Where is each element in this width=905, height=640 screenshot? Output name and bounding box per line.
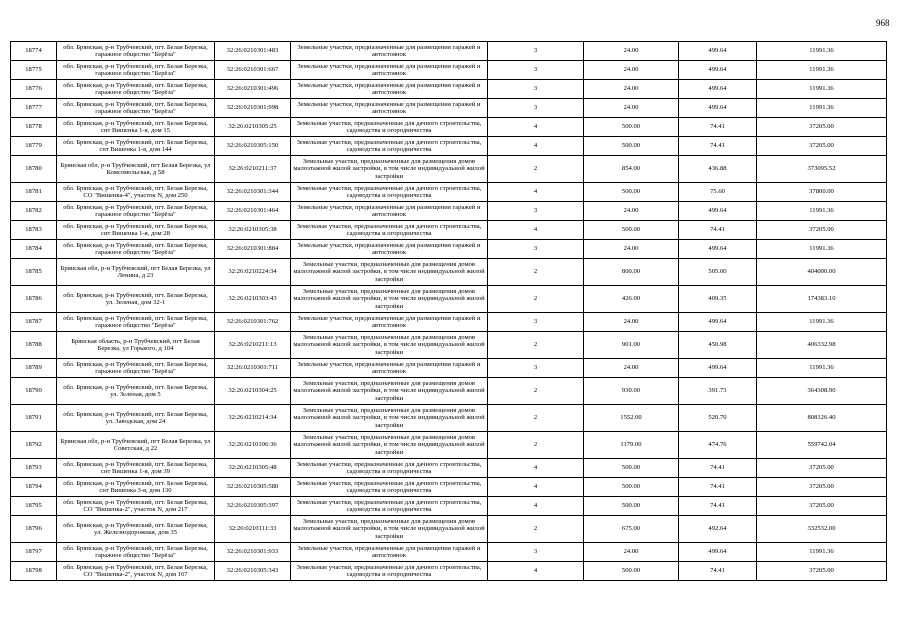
- cell-cadastral-number: 32:26:0210305:150: [215, 137, 291, 156]
- cell-cadastral-number: 32:26:0210301:884: [215, 240, 291, 259]
- cell-row-number: 18787: [11, 313, 57, 332]
- cell-specific-value: 391.73: [679, 378, 757, 405]
- cell-row-number: 18793: [11, 459, 57, 478]
- cell-cadastral-value: 373095.52: [757, 156, 887, 183]
- cell-address: Брянская обл, р-н Трубчевский, пгт Белая Березка, ул Советская, д 22: [57, 432, 215, 459]
- cell-cadastral-value: 37205.00: [757, 137, 887, 156]
- cell-address: Брянская обл, р-н Трубчевский, пгт Белая Березка, ул Комсомольская, д 58: [57, 156, 215, 183]
- cell-use-group: 2: [488, 286, 584, 313]
- cell-use-group: 3: [488, 42, 584, 61]
- cell-use-group: 2: [488, 405, 584, 432]
- cell-cadastral-value: 808126.40: [757, 405, 887, 432]
- cell-row-number: 18792: [11, 432, 57, 459]
- cell-cadastral-number: 32:26:0210305:38: [215, 221, 291, 240]
- cell-area: 500.00: [584, 478, 679, 497]
- table-row: [11, 42, 887, 61]
- cell-specific-value: 520.70: [679, 405, 757, 432]
- cell-cadastral-value: 11991.36: [757, 240, 887, 259]
- cell-use-group: 4: [488, 497, 584, 516]
- cell-address: обл. Брянская, р-н Трубчевский, пгт. Белая Березка, гаражное общество "Берёза": [57, 543, 215, 562]
- table-row: [11, 332, 887, 359]
- cell-specific-value: 499.64: [679, 61, 757, 80]
- cell-land-use: Земельные участки, предназначенные для размещения гаражей и автостоянок: [291, 61, 488, 80]
- cell-address: обл. Брянская, р-н Трубчевский, пгт. Белая Березка, снт Вишенка 1-я, дом 39: [57, 459, 215, 478]
- cell-cadastral-value: 11991.36: [757, 313, 887, 332]
- cell-use-group: 4: [488, 478, 584, 497]
- cell-area: 930.00: [584, 378, 679, 405]
- table-row: [11, 61, 887, 80]
- cell-specific-value: 74.41: [679, 459, 757, 478]
- cell-use-group: 4: [488, 183, 584, 202]
- table-row: [11, 543, 887, 562]
- cell-cadastral-number: 32:26:0210301:667: [215, 61, 291, 80]
- cell-cadastral-value: 174383.10: [757, 286, 887, 313]
- cell-land-use: Земельные участки, предназначенные для дачного строительства, садоводства и огородничества: [291, 478, 488, 497]
- cell-cadastral-number: 32:26:0210301:711: [215, 359, 291, 378]
- table-row: [11, 137, 887, 156]
- table-row: [11, 378, 887, 405]
- cell-cadastral-number: 32:26:0210301:496: [215, 80, 291, 99]
- cell-use-group: 3: [488, 240, 584, 259]
- table-row: [11, 497, 887, 516]
- cell-area: 500.00: [584, 562, 679, 581]
- cell-cadastral-value: 37800.00: [757, 183, 887, 202]
- cell-row-number: 18781: [11, 183, 57, 202]
- cell-cadastral-number: 32:26:0210305:48: [215, 459, 291, 478]
- page-number: 968: [876, 18, 890, 28]
- cell-specific-value: 74.41: [679, 221, 757, 240]
- cell-land-use: Земельные участки, предназначенные для размещения домов малоэтажной жилой застройки, в том числе индивидуальной жилой застройки: [291, 332, 488, 359]
- cell-address: обл. Брянская, р-н Трубчевский, пгт. Белая Березка, гаражное общество "Берёза": [57, 61, 215, 80]
- cell-cadastral-number: 32:26:0210305:25: [215, 118, 291, 137]
- table-row: [11, 432, 887, 459]
- cell-specific-value: 499.64: [679, 543, 757, 562]
- cell-area: 500.00: [584, 137, 679, 156]
- cell-land-use: Земельные участки, предназначенные для размещения домов малоэтажной жилой застройки, в том числе индивидуальной жилой застройки: [291, 259, 488, 286]
- cell-specific-value: 499.64: [679, 99, 757, 118]
- cell-specific-value: 474.76: [679, 432, 757, 459]
- cell-land-use: Земельные участки, предназначенные для размещения гаражей и автостоянок: [291, 359, 488, 378]
- cell-area: 500.00: [584, 183, 679, 202]
- table-row: [11, 156, 887, 183]
- cell-address: Брянская обл, р-н Трубчевский, пгт Белая Березка, ул Ленина, д 23: [57, 259, 215, 286]
- cell-land-use: Земельные участки, предназначенные для дачного строительства, садоводства и огородничества: [291, 459, 488, 478]
- cell-land-use: Земельные участки, предназначенные для размещения гаражей и автостоянок: [291, 42, 488, 61]
- cell-area: 24.00: [584, 313, 679, 332]
- cell-use-group: 2: [488, 156, 584, 183]
- cell-specific-value: 499.64: [679, 359, 757, 378]
- cell-address: обл. Брянская, р-н Трубчевский, пгт. Белая Березка, гаражное общество "Берёза": [57, 202, 215, 221]
- cell-cadastral-number: 32:26:0210301:464: [215, 202, 291, 221]
- cell-cadastral-number: 32:26:0210305:580: [215, 478, 291, 497]
- cell-land-use: Земельные участки, предназначенные для размещения гаражей и автостоянок: [291, 313, 488, 332]
- table-row: [11, 405, 887, 432]
- cell-cadastral-value: 11991.36: [757, 99, 887, 118]
- cell-land-use: Земельные участки, предназначенные для размещения домов малоэтажной жилой застройки, в том числе индивидуальной жилой застройки: [291, 432, 488, 459]
- cell-area: 854.00: [584, 156, 679, 183]
- cell-use-group: 4: [488, 459, 584, 478]
- cell-address: обл. Брянская, р-н Трубчевский, пгт. Белая Березка, ул. Железнодорожная, дом 35: [57, 516, 215, 543]
- cell-cadastral-number: 32:26:0210305:397: [215, 497, 291, 516]
- cell-use-group: 3: [488, 359, 584, 378]
- table-row: [11, 118, 887, 137]
- cell-cadastral-number: 32:26:0210301:762: [215, 313, 291, 332]
- cell-land-use: Земельные участки, предназначенные для размещения гаражей и автостоянок: [291, 240, 488, 259]
- cell-specific-value: 505.00: [679, 259, 757, 286]
- cell-cadastral-number: 32:26:0210305:343: [215, 562, 291, 581]
- cell-use-group: 2: [488, 332, 584, 359]
- cell-cadastral-number: 32:26:0210301:933: [215, 543, 291, 562]
- cell-land-use: Земельные участки, предназначенные для размещения гаражей и автостоянок: [291, 543, 488, 562]
- cell-row-number: 18795: [11, 497, 57, 516]
- cell-cadastral-value: 37205.00: [757, 221, 887, 240]
- cell-cadastral-value: 11991.36: [757, 202, 887, 221]
- cell-address: обл. Брянская, р-н Трубчевский, пгт. Белая Березка, гаражное общество "Берёза": [57, 99, 215, 118]
- cell-address: обл. Брянская, р-н Трубчевский, пгт. Белая Березка, снт Вишенка 3-я, дом 130: [57, 478, 215, 497]
- cell-area: 500.00: [584, 118, 679, 137]
- cell-land-use: Земельные участки, предназначенные для дачного строительства, садоводства и огородничества: [291, 183, 488, 202]
- cell-area: 500.00: [584, 459, 679, 478]
- cell-cadastral-number: 32:26:0210211:37: [215, 156, 291, 183]
- cell-use-group: 2: [488, 259, 584, 286]
- cell-area: 24.00: [584, 240, 679, 259]
- cell-cadastral-value: 406332.98: [757, 332, 887, 359]
- cell-specific-value: 499.64: [679, 240, 757, 259]
- cell-row-number: 18798: [11, 562, 57, 581]
- cell-cadastral-number: 32:26:0210304:25: [215, 378, 291, 405]
- cell-row-number: 18790: [11, 378, 57, 405]
- cell-land-use: Земельные участки, предназначенные для дачного строительства, садоводства и огородничества: [291, 497, 488, 516]
- land-registry-table: [10, 41, 887, 581]
- cell-use-group: 3: [488, 61, 584, 80]
- cell-area: 24.00: [584, 61, 679, 80]
- cell-area: 901.00: [584, 332, 679, 359]
- cell-use-group: 3: [488, 313, 584, 332]
- cell-cadastral-number: 32:26:0210301:483: [215, 42, 291, 61]
- cell-cadastral-number: 32:26:0210303:43: [215, 286, 291, 313]
- cell-specific-value: 499.64: [679, 313, 757, 332]
- cell-specific-value: 74.41: [679, 137, 757, 156]
- cell-land-use: Земельные участки, предназначенные для размещения гаражей и автостоянок: [291, 99, 488, 118]
- cell-address: обл. Брянская, р-н Трубчевский, пгт. Белая Березка, СО "Вишенка-2", участок N, дом 217: [57, 497, 215, 516]
- cell-cadastral-value: 404000.00: [757, 259, 887, 286]
- cell-row-number: 18796: [11, 516, 57, 543]
- cell-area: 800.00: [584, 259, 679, 286]
- cell-cadastral-value: 11991.36: [757, 42, 887, 61]
- cell-cadastral-number: 32:26:0210106:36: [215, 432, 291, 459]
- cell-use-group: 4: [488, 137, 584, 156]
- cell-cadastral-number: 32:26:0210214:34: [215, 405, 291, 432]
- cell-row-number: 18774: [11, 42, 57, 61]
- cell-address: обл. Брянская, р-н Трубчевский, пгт. Белая Березка, ул. Заводская, дом 24: [57, 405, 215, 432]
- cell-address: обл. Брянская, р-н Трубчевский, пгт. Белая Березка, гаражное общество "Берёза": [57, 240, 215, 259]
- cell-land-use: Земельные участки, предназначенные для размещения гаражей и автостоянок: [291, 202, 488, 221]
- cell-row-number: 18783: [11, 221, 57, 240]
- cell-specific-value: 450.98: [679, 332, 757, 359]
- cell-use-group: 3: [488, 202, 584, 221]
- table-row: [11, 286, 887, 313]
- cell-address: обл. Брянская, р-н Трубчевский, пгт. Белая Березка, снт Вишенка 1-я, дом 28: [57, 221, 215, 240]
- cell-area: 24.00: [584, 42, 679, 61]
- cell-land-use: Земельные участки, предназначенные для размещения домов малоэтажной жилой застройки, в том числе индивидуальной жилой застройки: [291, 156, 488, 183]
- cell-use-group: 3: [488, 99, 584, 118]
- cell-row-number: 18789: [11, 359, 57, 378]
- cell-land-use: Земельные участки, предназначенные для размещения домов малоэтажной жилой застройки, в том числе индивидуальной жилой застройки: [291, 378, 488, 405]
- table-row: [11, 240, 887, 259]
- cell-land-use: Земельные участки, предназначенные для размещения домов малоэтажной жилой застройки, в том числе индивидуальной жилой застройки: [291, 516, 488, 543]
- cell-land-use: Земельные участки, предназначенные для размещения домов малоэтажной жилой застройки, в том числе индивидуальной жилой застройки: [291, 405, 488, 432]
- cell-use-group: 4: [488, 118, 584, 137]
- table-row: [11, 516, 887, 543]
- cell-land-use: Земельные участки, предназначенные для дачного строительства, садоводства и огородничества: [291, 118, 488, 137]
- cell-specific-value: 499.64: [679, 202, 757, 221]
- cell-cadastral-value: 364308.90: [757, 378, 887, 405]
- cell-cadastral-value: 332532.00: [757, 516, 887, 543]
- cell-use-group: 2: [488, 378, 584, 405]
- cell-cadastral-value: 559742.04: [757, 432, 887, 459]
- cell-specific-value: 499.64: [679, 80, 757, 99]
- cell-specific-value: 492.64: [679, 516, 757, 543]
- cell-cadastral-number: 32:26:0210224:34: [215, 259, 291, 286]
- cell-address: обл. Брянская, р-н Трубчевский, пгт. Белая Березка, СО "Вишенка-4", участок N, дом 250: [57, 183, 215, 202]
- table-row: [11, 459, 887, 478]
- cell-area: 24.00: [584, 359, 679, 378]
- table-row: [11, 221, 887, 240]
- cell-row-number: 18786: [11, 286, 57, 313]
- cell-specific-value: 74.41: [679, 118, 757, 137]
- cell-use-group: 3: [488, 80, 584, 99]
- cell-cadastral-value: 37205.00: [757, 118, 887, 137]
- cell-cadastral-number: 32:26:0210301:998: [215, 99, 291, 118]
- cell-address: Брянская область, р-н Трубчевский, пгт Белая Березка, ул Горького, д 104: [57, 332, 215, 359]
- cell-area: 24.00: [584, 202, 679, 221]
- cell-use-group: 2: [488, 432, 584, 459]
- cell-row-number: 18775: [11, 61, 57, 80]
- cell-land-use: Земельные участки, предназначенные для дачного строительства, садоводства и огородничества: [291, 221, 488, 240]
- table-row: [11, 562, 887, 581]
- cell-cadastral-value: 37205.00: [757, 459, 887, 478]
- cell-row-number: 18791: [11, 405, 57, 432]
- cell-address: обл. Брянская, р-н Трубчевский, пгт. Белая Березка, снт Вишенка 1-я, дом 144: [57, 137, 215, 156]
- table-row: [11, 202, 887, 221]
- cell-use-group: 2: [488, 516, 584, 543]
- cell-area: 24.00: [584, 80, 679, 99]
- table-row: [11, 80, 887, 99]
- cell-address: обл. Брянская, р-н Трубчевский, пгт. Белая Березка, ул. Зеленая, дом 32-1: [57, 286, 215, 313]
- table-row: [11, 259, 887, 286]
- cell-area: 24.00: [584, 99, 679, 118]
- cell-row-number: 18785: [11, 259, 57, 286]
- cell-specific-value: 74.41: [679, 478, 757, 497]
- cell-row-number: 18776: [11, 80, 57, 99]
- cell-area: 24.00: [584, 543, 679, 562]
- cell-land-use: Земельные участки, предназначенные для дачного строительства, садоводства и огородничества: [291, 137, 488, 156]
- cell-row-number: 18797: [11, 543, 57, 562]
- cell-cadastral-number: 32:26:0210111:33: [215, 516, 291, 543]
- cell-area: 500.00: [584, 221, 679, 240]
- cell-area: 675.00: [584, 516, 679, 543]
- cell-cadastral-value: 11991.36: [757, 80, 887, 99]
- table-body: [11, 42, 887, 581]
- cell-area: 1552.00: [584, 405, 679, 432]
- cell-address: обл. Брянская, р-н Трубчевский, пгт. Белая Березка, гаражное общество "Берёза": [57, 313, 215, 332]
- cell-address: обл. Брянская, р-н Трубчевский, пгт. Белая Березка, гаражное общество "Берёза": [57, 80, 215, 99]
- cell-use-group: 3: [488, 543, 584, 562]
- cell-address: обл. Брянская, р-н Трубчевский, пгт. Белая Березка, СО "Вишенка-2", участок N, дом 167: [57, 562, 215, 581]
- cell-row-number: 18782: [11, 202, 57, 221]
- cell-address: обл. Брянская, р-н Трубчевский, пгт. Белая Березка, снт Вишенка 1-я, дом 15: [57, 118, 215, 137]
- cell-address: обл. Брянская, р-н Трубчевский, пгт. Белая Березка, гаражное общество "Берёза": [57, 42, 215, 61]
- cell-cadastral-value: 37205.00: [757, 497, 887, 516]
- table-row: [11, 313, 887, 332]
- cell-cadastral-number: 32:26:0210211:13: [215, 332, 291, 359]
- cell-row-number: 18788: [11, 332, 57, 359]
- cell-specific-value: 499.64: [679, 42, 757, 61]
- cell-row-number: 18779: [11, 137, 57, 156]
- cell-specific-value: 74.41: [679, 562, 757, 581]
- cell-use-group: 4: [488, 562, 584, 581]
- cell-area: 500.00: [584, 497, 679, 516]
- table-row: [11, 99, 887, 118]
- cell-row-number: 18784: [11, 240, 57, 259]
- cell-row-number: 18777: [11, 99, 57, 118]
- cell-land-use: Земельные участки, предназначенные для размещения домов малоэтажной жилой застройки, в том числе индивидуальной жилой застройки: [291, 286, 488, 313]
- cell-area: 1179.00: [584, 432, 679, 459]
- table-row: [11, 359, 887, 378]
- cell-row-number: 18794: [11, 478, 57, 497]
- cell-land-use: Земельные участки, предназначенные для размещения гаражей и автостоянок: [291, 80, 488, 99]
- cell-address: обл. Брянская, р-н Трубчевский, пгт. Белая Березка, ул. Зеленая, дом 5: [57, 378, 215, 405]
- cell-cadastral-value: 37205.00: [757, 562, 887, 581]
- cell-cadastral-value: 11991.36: [757, 543, 887, 562]
- table-row: [11, 183, 887, 202]
- cell-specific-value: 436.88: [679, 156, 757, 183]
- cell-cadastral-value: 11991.36: [757, 61, 887, 80]
- cell-cadastral-value: 37205.00: [757, 478, 887, 497]
- cell-address: обл. Брянская, р-н Трубчевский, пгт. Белая Березка, гаражное общество "Берёза": [57, 359, 215, 378]
- cell-cadastral-number: 32:26:0210301:344: [215, 183, 291, 202]
- cell-row-number: 18778: [11, 118, 57, 137]
- cell-row-number: 18780: [11, 156, 57, 183]
- cell-specific-value: 74.41: [679, 497, 757, 516]
- cell-use-group: 4: [488, 221, 584, 240]
- cell-specific-value: 75.60: [679, 183, 757, 202]
- cell-land-use: Земельные участки, предназначенные для дачного строительства, садоводства и огородничества: [291, 562, 488, 581]
- cell-specific-value: 409.35: [679, 286, 757, 313]
- cell-cadastral-value: 11991.36: [757, 359, 887, 378]
- cell-area: 426.00: [584, 286, 679, 313]
- table-row: [11, 478, 887, 497]
